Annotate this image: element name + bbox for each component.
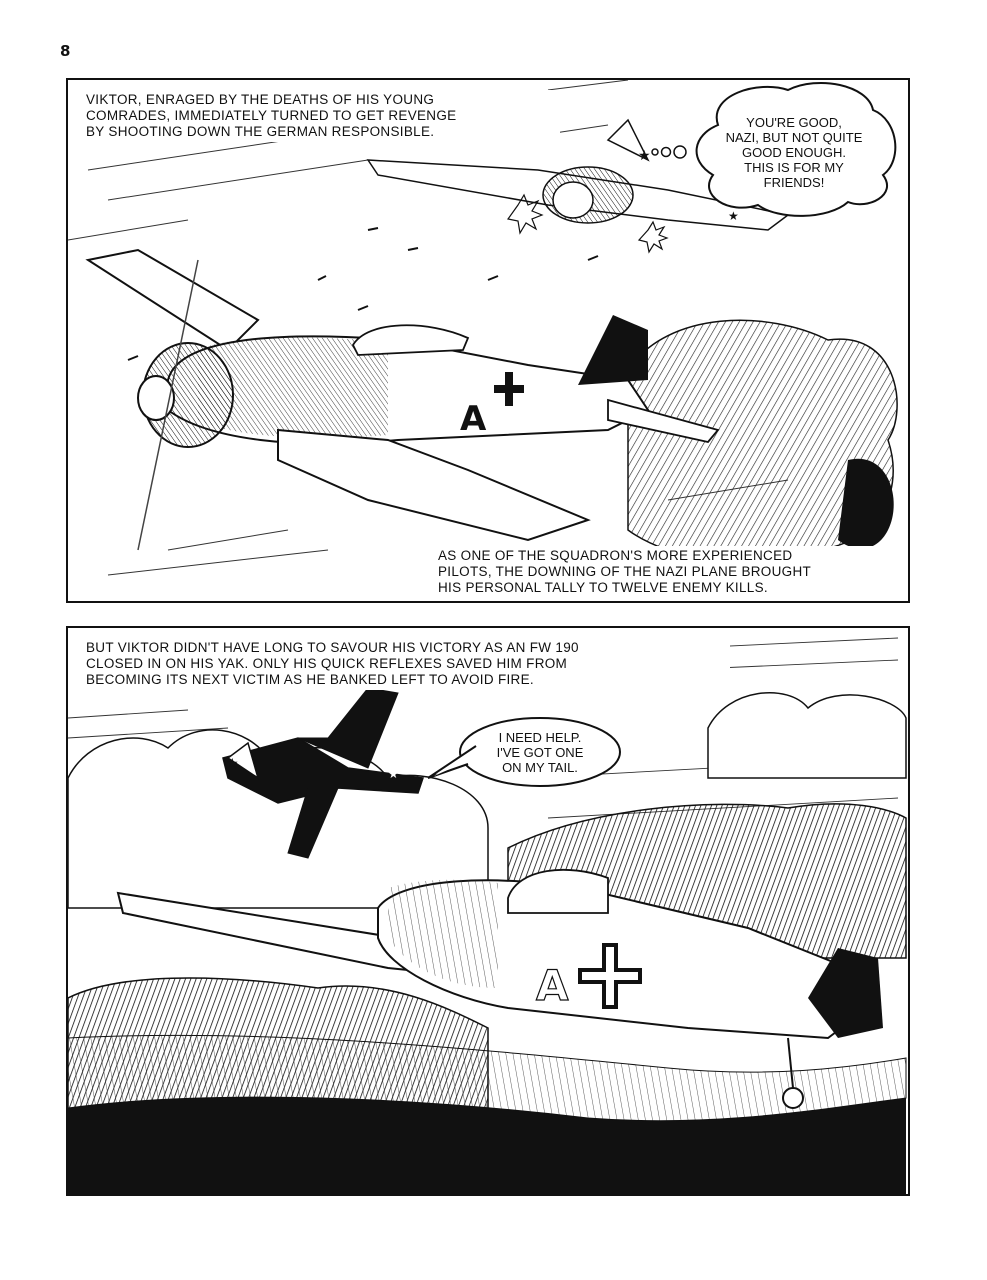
comic-panel-2 <box>66 626 910 1196</box>
fw190-plane <box>88 250 718 550</box>
plane-letter-marking: A <box>460 399 487 439</box>
panel-2-caption-top: BUT VIKTOR DIDN'T HAVE LONG TO SAVOUR HIS VICTORY AS AN FW 190 CLOSED IN ON HIS YAK. ONLY HIS QUICK REFLEXES SAVED HIM FROM BECOMING ITS NEXT VICTIM AS HE BANKED LEFT TO AVOID FIRE. <box>82 638 730 690</box>
panel-1-caption-bottom: AS ONE OF THE SQUADRON'S MORE EXPERIENCED PILOTS, THE DOWNING OF THE NAZI PLANE BROUGHT HIS PERSONAL TALLY TO TWELVE ENEMY KILLS. <box>434 546 908 598</box>
svg-text:★: ★ <box>388 767 399 781</box>
comic-panel-1 <box>66 78 910 603</box>
speech-balloon-text: I NEED HELP. I'VE GOT ONE ON MY TAIL. <box>496 729 584 775</box>
svg-text:★: ★ <box>318 829 329 843</box>
page-number: 8 <box>60 42 71 60</box>
svg-text:★: ★ <box>638 148 651 164</box>
panel-2-artwork <box>68 628 908 1194</box>
cloud-bank <box>628 320 897 565</box>
thought-balloon-text: YOU'RE GOOD, NAZI, BUT NOT QUITE GOOD ENOUGH. THIS IS FOR MY FRIENDS! <box>725 114 863 190</box>
svg-text:★: ★ <box>226 756 239 772</box>
panel-1-caption-top: VIKTOR, ENRAGED BY THE DEATHS OF HIS YOUNG COMRADES, IMMEDIATELY TURNED TO GET REVENGE BY SHOOTING DOWN THE GERMAN RESPONSIBLE. <box>82 90 560 142</box>
svg-text:★: ★ <box>728 209 739 223</box>
plane-letter-marking: A <box>536 961 569 1010</box>
